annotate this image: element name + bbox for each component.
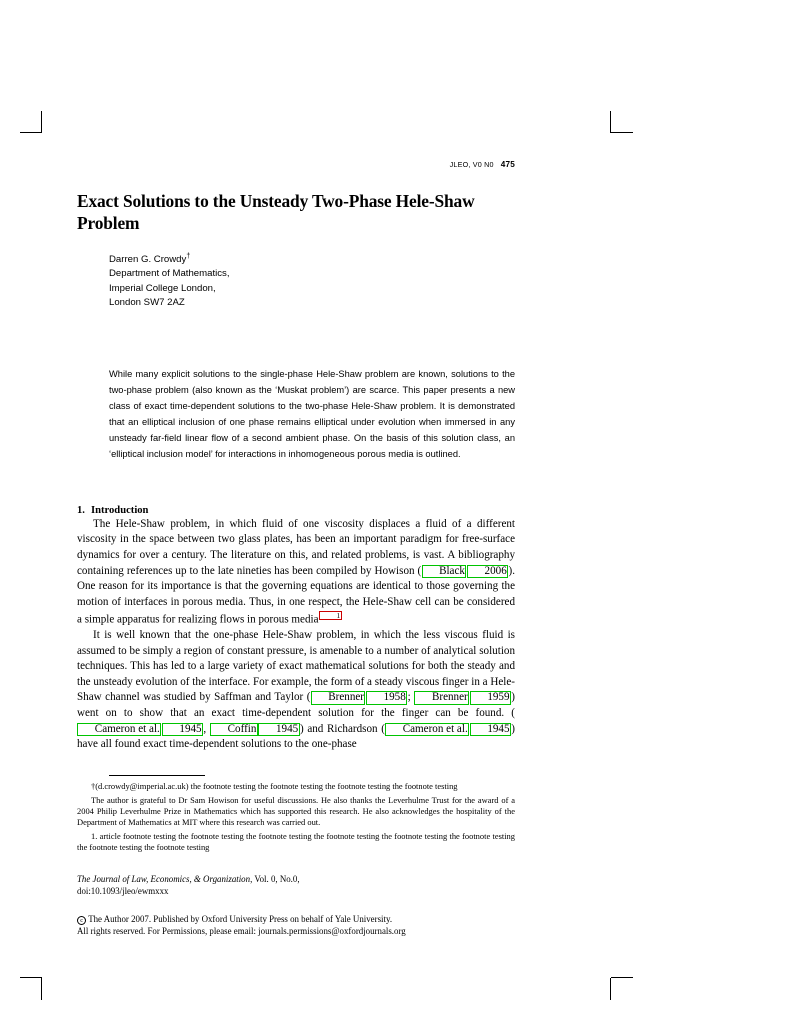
citation-box-author[interactable]: Brenner — [311, 691, 366, 704]
citation-box-author[interactable]: Cameron et al. — [385, 723, 469, 736]
author-block — [109, 250, 515, 310]
section-heading — [77, 505, 515, 516]
crop-mark-horizontal-line — [20, 132, 42, 133]
citation-box-year[interactable]: 1959 — [470, 691, 511, 704]
paragraph-text-cont-2: ) and Richardson ( — [299, 722, 385, 735]
citation-separator: ; — [407, 691, 411, 704]
journal-name: The Journal of Law, Economics, & Organization — [77, 874, 251, 885]
footnote-separator-rule — [109, 775, 205, 776]
citation-box-year[interactable]: 1945 — [162, 723, 203, 736]
copyright-line-2: All rights reserved. For Permissions, please email: journals.permissions@oxfordjournals.org — [77, 926, 406, 937]
paragraph-intro-1 — [77, 517, 515, 628]
page-number: 475 — [500, 160, 515, 169]
footnote-numbered-1: 1. article footnote testing the footnote testing the footnote testing the footnote testing the footnote testing the footnote testing the footnote testing the footnote testing — [77, 830, 515, 853]
paragraph-text-cont: ) went on to show that an exact time-dependent solution for the finger can be found. ( — [77, 691, 515, 720]
running-head — [77, 160, 515, 169]
journal-citation-footer — [77, 874, 515, 898]
citation-box-author[interactable]: Brenner — [414, 691, 469, 704]
paragraph-text: It is well known that the one-phase Hele-Shaw problem, in which the less viscous fluid is assumed to be simply a region of constant pressure, is amenable to a number of analytical solution techniques. This has led to a large variety of exact mathematical solutions for both the steady and the unsteady evolution of the interface. For example, the form of a steady viscous finger in a Hele-Shaw channel was studied by Saffman and Taylor ( — [77, 628, 515, 704]
citation-box-year[interactable]: 1945 — [258, 723, 299, 736]
copyright-line-1 — [77, 913, 515, 925]
paragraph-text-cont: ). One reason for its importance is that the governing equations are identical to those governing the motion of interfaces in porous media. Thus, in one respect, the Hele-Shaw cell can be considered a simple apparatus for realizing flows in porous media — [77, 564, 515, 626]
footnote-reference-marker[interactable]: 1 — [319, 611, 343, 621]
crop-mark-vertical-line — [610, 978, 611, 1000]
citation-box-author[interactable]: Coffin — [210, 723, 258, 736]
paragraph-intro-2 — [77, 628, 515, 753]
crop-mark-horizontal-line — [20, 977, 42, 978]
running-head-journal: JLEO, V0 N0 — [449, 160, 494, 169]
crop-mark-horizontal-line — [611, 977, 633, 978]
affiliation-line-1: Department of Mathematics, — [109, 268, 230, 280]
journal-doi[interactable]: doi:10.1093/jleo/ewmxxx — [77, 886, 169, 897]
crop-mark-horizontal-line — [611, 132, 633, 133]
citation-box-author[interactable]: Black — [422, 565, 467, 578]
crop-mark-top-right — [589, 111, 633, 155]
section-title: Introduction — [90, 504, 149, 516]
citation-box-author[interactable]: Cameron et al. — [77, 723, 161, 736]
crop-mark-bottom-left — [20, 956, 64, 1000]
paragraph-text-cont-3: ) have all found exact time-dependent solutions to the one-phase — [77, 722, 515, 751]
article-title: Exact Solutions to the Unsteady Two-Phase Hele-Shaw Problem — [77, 191, 475, 233]
abstract: While many explicit solutions to the single-phase Hele-Shaw problem are known, solutions to the two-phase problem (also known as the ‘Muskat problem’) are scarce. This paper presents a new class of exact time-dependent solutions to the two-phase Hele-Shaw problem. It is demonstrated that an elliptical inclusion of one phase remains elliptical under evolution when immersed in any unsteady far-field linear flow of a second ambient phase. On the basis of this solution class, an ‘elliptical inclusion model’ for interactions in inhomogeneous porous media is outlined. — [109, 369, 515, 460]
section-number: 1. — [77, 504, 85, 516]
crop-mark-bottom-right — [589, 956, 633, 1000]
footnote-area — [77, 781, 515, 853]
author-name: Darren G. Crowdy — [109, 254, 187, 266]
citation-separator: , — [203, 722, 207, 735]
journal-volume: , Vol. 0, No.0, — [250, 874, 300, 885]
crop-mark-vertical-line — [41, 111, 42, 133]
paragraph-text: The Hele-Shaw problem, in which fluid of one viscosity displaces a fluid of a different viscosity in the space between two glass plates, has been an important paradigm for free-surface dynamics for over a century. The literature on this, and related problems, is vast. A bibliography containing references up to the late nineties has been compiled by Howison ( — [77, 517, 515, 577]
copyright-icon: c — [77, 916, 86, 925]
footnote-dagger: †(d.crowdy@imperial.ac.uk) the footnote testing the footnote testing the footnote testing the footnote testing — [91, 781, 458, 792]
journal-name-line — [77, 874, 515, 886]
dagger-marker: † — [186, 253, 191, 260]
affiliation-line-3: London SW7 2AZ — [109, 296, 185, 308]
author-name-line — [109, 250, 515, 267]
crop-mark-vertical-line — [41, 978, 42, 1000]
article-page — [77, 160, 515, 938]
copyright-text-1: The Author 2007. Published by Oxford University Press on behalf of Yale University. — [88, 914, 393, 925]
footnote-acknowledgement: The author is grateful to Dr Sam Howison for useful discussions. He also thanks the Leverhulme Trust for the award of a 2004 Philip Leverhulme Prize in Mathematics which has supported this research. He also acknowledges the hospitality of the Department of Mathematics at MIT where this research was carried out. — [77, 794, 515, 828]
citation-box-year[interactable]: 1958 — [366, 691, 407, 704]
copyright-block — [77, 913, 515, 938]
citation-box-year[interactable]: 2006 — [467, 565, 508, 578]
citation-box-year[interactable]: 1945 — [470, 723, 511, 736]
crop-mark-vertical-line — [610, 111, 611, 133]
crop-mark-top-left — [20, 111, 64, 155]
affiliation-line-2: Imperial College London, — [109, 282, 216, 294]
